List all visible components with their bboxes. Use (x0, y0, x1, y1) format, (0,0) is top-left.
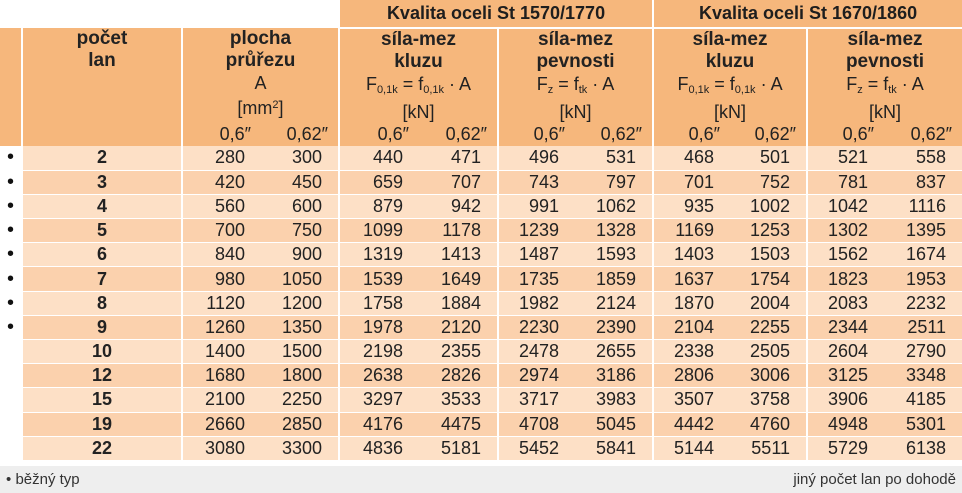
q1-strength-cell: 1239 (498, 219, 575, 243)
footer-legend (6, 471, 80, 488)
q1-strength-cell: 5452 (498, 436, 575, 460)
bullet-icon: • (0, 243, 22, 267)
q1-strength-cell: 2478 (498, 340, 575, 364)
area-cell: 1120 (182, 291, 261, 315)
strength-formula: $F_z = f_{tk} \cdot A$ (846, 74, 924, 96)
q1-strength-cell: 2230 (498, 315, 575, 339)
strand-count-cell: 6 (22, 243, 182, 267)
yield-header-q2: síla-mez kluzu $F_{0,1k} = f_{0,1k} \cdot A$ [kN] (653, 28, 807, 123)
yield-unit: [kN] (714, 102, 747, 122)
q1-yield-cell: 4836 (339, 436, 419, 460)
strand-count-cell: 3 (22, 170, 182, 194)
area-cell: 980 (182, 267, 261, 291)
q2-strength-cell: 5301 (884, 412, 962, 436)
q2-strength-cell: 2083 (807, 291, 884, 315)
diameter-label: 0,62″ (884, 123, 962, 146)
q1-yield-cell: 2198 (339, 340, 419, 364)
q2-strength-cell: 1674 (884, 243, 962, 267)
diameter-label: 0,62″ (261, 123, 339, 146)
q2-strength-cell: 837 (884, 170, 962, 194)
area-cell: 1400 (182, 340, 261, 364)
bullet-icon (0, 364, 22, 388)
area-cell: 450 (261, 170, 339, 194)
q1-yield-cell: 2355 (419, 340, 498, 364)
q2-yield-cell: 501 (730, 146, 807, 170)
q1-strength-cell: 2390 (575, 315, 653, 339)
q1-yield-cell: 2638 (339, 364, 419, 388)
diameter-header-row (0, 123, 962, 146)
q1-strength-cell: 797 (575, 170, 653, 194)
q1-yield-cell: 3297 (339, 388, 419, 412)
q2-yield-cell: 2104 (653, 315, 730, 339)
q1-yield-cell: 1413 (419, 243, 498, 267)
table-row (0, 436, 962, 460)
q2-strength-cell: 2604 (807, 340, 884, 364)
header-blank (0, 0, 261, 28)
strand-count-cell: 12 (22, 364, 182, 388)
bullet-icon: • (0, 315, 22, 339)
q1-strength-cell: 1487 (498, 243, 575, 267)
bullet-icon: • (6, 471, 12, 488)
quality-header-row (0, 0, 962, 28)
bullet-icon: • (0, 146, 22, 170)
q1-strength-cell: 1982 (498, 291, 575, 315)
q2-yield-cell: 5511 (730, 436, 807, 460)
q2-yield-cell: 2505 (730, 340, 807, 364)
quality-title-1: Kvalita oceli St 1570/1770 (339, 0, 653, 28)
q2-yield-cell: 1169 (653, 219, 730, 243)
q1-strength-cell: 2655 (575, 340, 653, 364)
area-cell: 1350 (261, 315, 339, 339)
q1-strength-cell: 5841 (575, 436, 653, 460)
q2-strength-cell: 3348 (884, 364, 962, 388)
q2-yield-cell: 4442 (653, 412, 730, 436)
q2-yield-cell: 5144 (653, 436, 730, 460)
q1-yield-cell: 4176 (339, 412, 419, 436)
q1-yield-cell: 1319 (339, 243, 419, 267)
area-cell: 840 (182, 243, 261, 267)
area-cell: 3300 (261, 436, 339, 460)
q2-strength-cell: 1562 (807, 243, 884, 267)
bullet-icon: • (0, 170, 22, 194)
q1-strength-cell: 531 (575, 146, 653, 170)
q2-yield-cell: 1637 (653, 267, 730, 291)
area-cell: 1500 (261, 340, 339, 364)
q2-yield-cell: 1870 (653, 291, 730, 315)
q1-yield-cell: 5181 (419, 436, 498, 460)
area-cell: 300 (261, 146, 339, 170)
q1-strength-cell: 2124 (575, 291, 653, 315)
q2-strength-cell: 1302 (807, 219, 884, 243)
area-cell: 750 (261, 219, 339, 243)
q1-yield-cell: 659 (339, 170, 419, 194)
q1-strength-cell: 3983 (575, 388, 653, 412)
table-row (0, 412, 962, 436)
strength-unit: [kN] (559, 102, 592, 122)
strand-count-cell: 8 (22, 291, 182, 315)
q2-strength-cell: 6138 (884, 436, 962, 460)
area-unit: $[mm^2]$ (237, 98, 284, 118)
table-row (0, 364, 962, 388)
q2-strength-cell: 1116 (884, 194, 962, 218)
table-row (0, 315, 962, 339)
yield-formula: $F_{0,1k} = f_{0,1k} \cdot A$ (677, 74, 783, 96)
count-header-line1: počet (76, 28, 128, 49)
q1-yield-cell: 4475 (419, 412, 498, 436)
q1-yield-cell: 1978 (339, 315, 419, 339)
q2-strength-cell: 1395 (884, 219, 962, 243)
strength-formula: $F_z = f_{tk} \cdot A$ (536, 74, 615, 96)
q2-strength-cell: 2511 (884, 315, 962, 339)
q1-yield-cell: 1099 (339, 219, 419, 243)
q2-yield-cell: 468 (653, 146, 730, 170)
area-cell: 560 (182, 194, 261, 218)
table-row (0, 340, 962, 364)
bullet-icon: • (0, 291, 22, 315)
area-cell: 600 (261, 194, 339, 218)
area-cell: 420 (182, 170, 261, 194)
strength-header-q2: síla-mez pevnosti $F_z = f_{tk} \cdot A$ [kN] (807, 28, 962, 123)
bullet-column-header (0, 28, 22, 123)
q2-yield-cell: 1253 (730, 219, 807, 243)
area-cell: 3080 (182, 436, 261, 460)
q2-strength-cell: 2790 (884, 340, 962, 364)
area-symbol: A (254, 73, 267, 93)
q2-strength-cell: 3906 (807, 388, 884, 412)
bullet-icon: • (0, 219, 22, 243)
q2-yield-cell: 3006 (730, 364, 807, 388)
strand-count-cell: 15 (22, 388, 182, 412)
q2-strength-cell: 558 (884, 146, 962, 170)
table-row (0, 170, 962, 194)
q1-yield-cell: 1884 (419, 291, 498, 315)
q1-strength-cell: 3717 (498, 388, 575, 412)
bullet-icon (0, 412, 22, 436)
area-header (182, 28, 339, 123)
diameter-label: 0,6″ (807, 123, 884, 146)
diameter-label: 0,6″ (498, 123, 575, 146)
count-header-line2: lan (88, 50, 116, 71)
q1-strength-cell: 743 (498, 170, 575, 194)
q2-strength-cell: 3125 (807, 364, 884, 388)
q2-strength-cell: 1042 (807, 194, 884, 218)
table-row (0, 291, 962, 315)
q1-strength-cell: 1735 (498, 267, 575, 291)
q1-yield-cell: 471 (419, 146, 498, 170)
q1-strength-cell: 496 (498, 146, 575, 170)
area-cell: 2660 (182, 412, 261, 436)
area-cell: 900 (261, 243, 339, 267)
q2-strength-cell: 2232 (884, 291, 962, 315)
q1-yield-cell: 1649 (419, 267, 498, 291)
q2-yield-cell: 3507 (653, 388, 730, 412)
area-header-line1: plocha (229, 28, 292, 49)
diameter-label: 0,62″ (419, 123, 498, 146)
table-row (0, 388, 962, 412)
count-header (22, 28, 182, 123)
q2-yield-cell: 935 (653, 194, 730, 218)
q2-strength-cell: 4948 (807, 412, 884, 436)
strand-count-cell: 4 (22, 194, 182, 218)
area-cell: 700 (182, 219, 261, 243)
area-cell: 2850 (261, 412, 339, 436)
q1-strength-cell: 1328 (575, 219, 653, 243)
strand-count-cell: 22 (22, 436, 182, 460)
q1-strength-cell: 991 (498, 194, 575, 218)
table-row (0, 146, 962, 170)
table-row (0, 219, 962, 243)
area-cell: 1260 (182, 315, 261, 339)
bullet-icon (0, 388, 22, 412)
q1-strength-cell: 2974 (498, 364, 575, 388)
area-cell: 1050 (261, 267, 339, 291)
strength-unit: [kN] (869, 102, 902, 122)
table-body (0, 146, 962, 460)
q2-yield-cell: 3758 (730, 388, 807, 412)
table-row (0, 243, 962, 267)
q1-strength-cell: 1859 (575, 267, 653, 291)
strength-header-q1: síla-mez pevnosti $F_z = f_{tk} \cdot A$ [kN] (498, 28, 653, 123)
q2-yield-cell: 2806 (653, 364, 730, 388)
q2-yield-cell: 1002 (730, 194, 807, 218)
q2-yield-cell: 1403 (653, 243, 730, 267)
q2-strength-cell: 521 (807, 146, 884, 170)
q2-strength-cell: 1823 (807, 267, 884, 291)
footer-note: jiný počet lan po dohodě (793, 471, 956, 488)
yield-unit: [kN] (402, 102, 435, 122)
quality-title-2: Kvalita oceli St 1670/1860 (653, 0, 962, 28)
strand-count-cell: 5 (22, 219, 182, 243)
diameter-label: 0,6″ (653, 123, 730, 146)
area-cell: 2250 (261, 388, 339, 412)
q1-yield-cell: 879 (339, 194, 419, 218)
q1-yield-cell: 1178 (419, 219, 498, 243)
bullet-icon (0, 436, 22, 460)
header-blank (261, 0, 339, 28)
yield-header-q1: síla-mez kluzu $F_{0,1k} = f_{0,1k} \cdot A$ [kN] (339, 28, 498, 123)
strand-count-cell: 19 (22, 412, 182, 436)
q1-strength-cell: 1593 (575, 243, 653, 267)
q1-yield-cell: 1758 (339, 291, 419, 315)
footer-legend-text: běžný typ (15, 471, 80, 488)
strand-count-cell: 10 (22, 340, 182, 364)
diameter-label: 0,6″ (182, 123, 261, 146)
table-row (0, 267, 962, 291)
strand-count-cell: 2 (22, 146, 182, 170)
q1-strength-cell: 4708 (498, 412, 575, 436)
area-cell: 2100 (182, 388, 261, 412)
yield-formula: $F_{0,1k} = f_{0,1k} \cdot A$ (365, 74, 472, 96)
q2-yield-cell: 2255 (730, 315, 807, 339)
q1-yield-cell: 2120 (419, 315, 498, 339)
q2-yield-cell: 752 (730, 170, 807, 194)
q1-yield-cell: 1539 (339, 267, 419, 291)
q2-strength-cell: 5729 (807, 436, 884, 460)
q2-strength-cell: 4185 (884, 388, 962, 412)
area-cell: 1680 (182, 364, 261, 388)
q1-strength-cell: 5045 (575, 412, 653, 436)
q2-strength-cell: 1953 (884, 267, 962, 291)
table-row (0, 194, 962, 218)
q1-yield-cell: 3533 (419, 388, 498, 412)
q2-strength-cell: 2344 (807, 315, 884, 339)
q2-yield-cell: 2338 (653, 340, 730, 364)
column-header-row (0, 28, 962, 123)
q2-yield-cell: 2004 (730, 291, 807, 315)
q2-strength-cell: 781 (807, 170, 884, 194)
strand-count-cell: 7 (22, 267, 182, 291)
area-cell: 280 (182, 146, 261, 170)
diameter-label: 0,6″ (339, 123, 419, 146)
bullet-icon: • (0, 267, 22, 291)
bullet-icon (0, 340, 22, 364)
bullet-icon: • (0, 194, 22, 218)
q1-yield-cell: 2826 (419, 364, 498, 388)
table-footer (0, 466, 962, 493)
q2-yield-cell: 1754 (730, 267, 807, 291)
area-cell: 1800 (261, 364, 339, 388)
diameter-label: 0,62″ (730, 123, 807, 146)
area-cell: 1200 (261, 291, 339, 315)
q1-strength-cell: 3186 (575, 364, 653, 388)
q1-yield-cell: 440 (339, 146, 419, 170)
strand-count-cell: 9 (22, 315, 182, 339)
q1-yield-cell: 707 (419, 170, 498, 194)
q1-yield-cell: 942 (419, 194, 498, 218)
q1-strength-cell: 1062 (575, 194, 653, 218)
diameter-label: 0,62″ (575, 123, 653, 146)
q2-yield-cell: 1503 (730, 243, 807, 267)
q2-yield-cell: 701 (653, 170, 730, 194)
q2-yield-cell: 4760 (730, 412, 807, 436)
area-header-line2: průřezu (225, 50, 296, 71)
